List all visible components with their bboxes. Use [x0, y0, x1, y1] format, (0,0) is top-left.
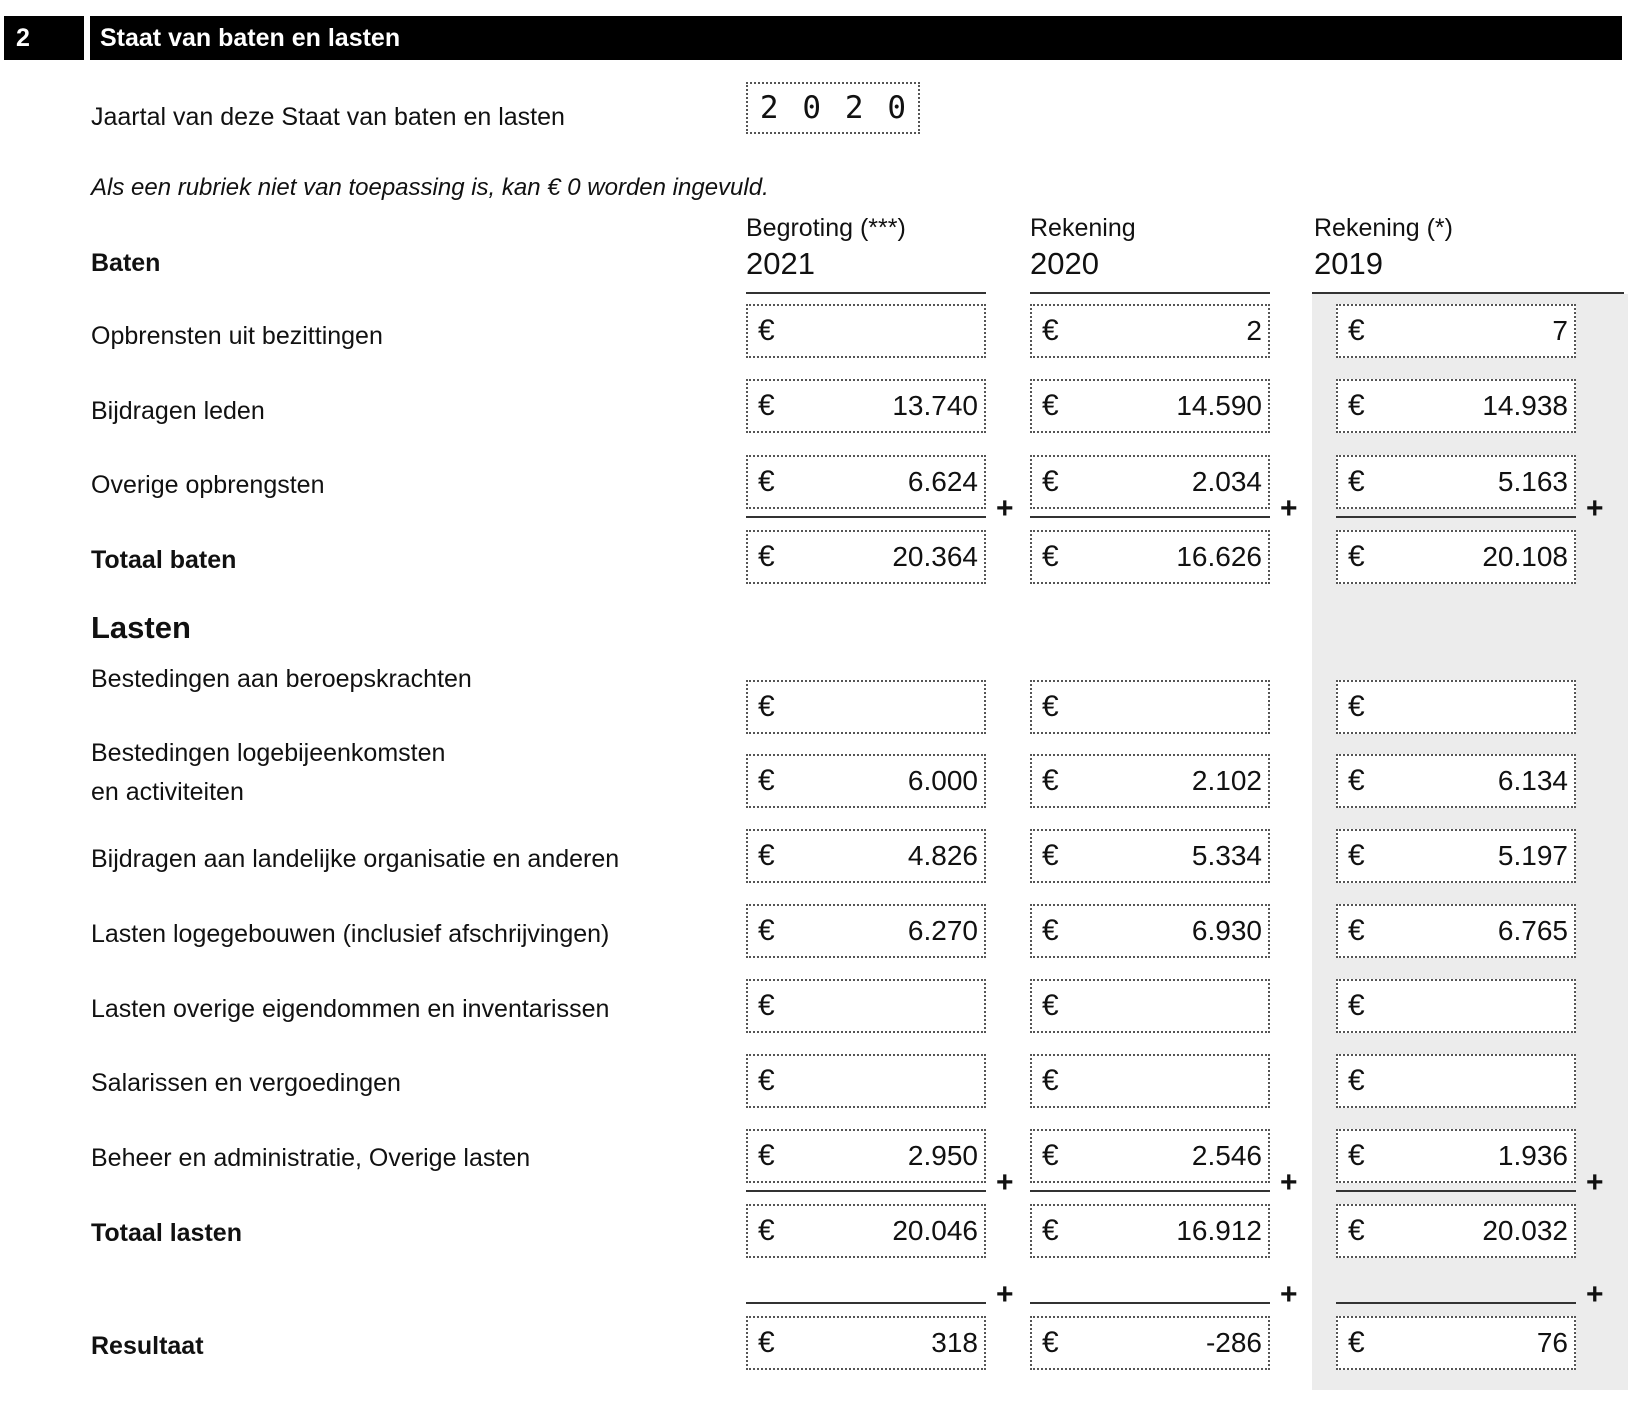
amount-value: 20.046 — [892, 1215, 978, 1246]
amount-input[interactable] — [1030, 1129, 1270, 1183]
amount-value: 2.950 — [907, 1140, 978, 1171]
amount-value: 5.163 — [1497, 466, 1568, 497]
amount-input[interactable] — [746, 379, 986, 433]
amount-value: 20.364 — [892, 541, 978, 572]
euro-sign: € — [1042, 989, 1059, 1022]
sum-rule — [1336, 1190, 1576, 1192]
plus-sign: + — [1586, 492, 1604, 525]
euro-sign: € — [1042, 1064, 1059, 1097]
amount-input[interactable] — [746, 680, 986, 734]
amount-input[interactable] — [1336, 829, 1576, 883]
euro-sign: € — [758, 764, 775, 797]
total-label: Totaal baten — [91, 546, 237, 574]
year-digit: 2 — [759, 90, 779, 126]
plus-sign: + — [1586, 1166, 1604, 1199]
euro-sign: € — [1348, 389, 1365, 422]
euro-sign: € — [1042, 914, 1059, 947]
euro-sign: € — [1042, 1326, 1059, 1359]
amount-input[interactable] — [746, 829, 986, 883]
year-digit: 0 — [802, 90, 822, 126]
amount-value: 2.102 — [1191, 765, 1262, 796]
amount-value: 6.765 — [1497, 915, 1568, 946]
amount-input[interactable] — [1030, 1316, 1270, 1370]
plus-sign: + — [996, 1278, 1014, 1311]
plus-sign: + — [1280, 492, 1298, 525]
amount-input[interactable] — [1336, 1204, 1576, 1258]
sum-rule — [1336, 1302, 1576, 1304]
sum-rule — [746, 1190, 986, 1192]
column-rule — [1030, 292, 1270, 294]
plus-sign: + — [1280, 1166, 1298, 1199]
euro-sign: € — [758, 389, 775, 422]
euro-sign: € — [1042, 465, 1059, 498]
amount-value: 14.938 — [1482, 390, 1568, 421]
euro-sign: € — [1042, 764, 1059, 797]
amount-input[interactable] — [1030, 1054, 1270, 1108]
amount-input[interactable] — [1030, 904, 1270, 958]
amount-value: 6.624 — [907, 466, 978, 497]
euro-sign: € — [1348, 1326, 1365, 1359]
column-rule — [1312, 292, 1624, 294]
amount-value: 20.108 — [1482, 541, 1568, 572]
euro-sign: € — [1042, 1139, 1059, 1172]
euro-sign: € — [758, 1326, 775, 1359]
euro-sign: € — [1348, 764, 1365, 797]
euro-sign: € — [1348, 690, 1365, 723]
column-title-rekening: Rekening — [1030, 214, 1136, 242]
amount-input[interactable] — [1030, 680, 1270, 734]
amount-input[interactable] — [1030, 455, 1270, 509]
amount-value: 318 — [931, 1327, 978, 1358]
euro-sign: € — [1348, 839, 1365, 872]
row-label: Lasten logegebouwen (inclusief afschrijvingen) — [91, 920, 610, 948]
euro-sign: € — [758, 540, 775, 573]
euro-sign: € — [1042, 690, 1059, 723]
sum-rule — [746, 1302, 986, 1304]
amount-input[interactable] — [1336, 754, 1576, 808]
amount-input[interactable] — [746, 304, 986, 358]
row-label: Beheer en administratie, Overige lasten — [91, 1144, 531, 1172]
amount-value: 6.930 — [1191, 915, 1262, 946]
amount-value: 13.740 — [892, 390, 978, 421]
amount-value: 4.826 — [907, 840, 978, 871]
section-number: 2 — [4, 16, 84, 60]
amount-input[interactable] — [1336, 979, 1576, 1033]
plus-sign: + — [1586, 1278, 1604, 1311]
euro-sign: € — [1348, 465, 1365, 498]
row-label-line1: Bestedingen logebijeenkomsten — [91, 739, 446, 767]
euro-sign: € — [758, 314, 775, 347]
euro-sign: € — [1348, 1139, 1365, 1172]
euro-sign: € — [1348, 989, 1365, 1022]
amount-input[interactable] — [1030, 304, 1270, 358]
plus-sign: + — [1280, 1278, 1298, 1311]
amount-input[interactable] — [746, 979, 986, 1033]
euro-sign: € — [1348, 314, 1365, 347]
amount-value: 20.032 — [1482, 1215, 1568, 1246]
amount-input[interactable] — [746, 1129, 986, 1183]
year-field-label: Jaartal van deze Staat van baten en lasten — [91, 103, 565, 131]
amount-input[interactable] — [1336, 455, 1576, 509]
euro-sign: € — [1042, 839, 1059, 872]
row-label: Bestedingen aan beroepskrachten — [91, 665, 472, 693]
row-label: Bijdragen aan landelijke organisatie en anderen — [91, 845, 620, 873]
column-year-begroting: 2021 — [746, 246, 815, 281]
section-title: Staat van baten en lasten — [90, 16, 1622, 60]
amount-value: 2 — [1246, 315, 1262, 346]
amount-input[interactable] — [1030, 979, 1270, 1033]
amount-input[interactable] — [1336, 379, 1576, 433]
year-digit: 2 — [844, 90, 864, 126]
amount-value: 2.546 — [1191, 1140, 1262, 1171]
amount-input[interactable] — [746, 1316, 986, 1370]
euro-sign: € — [1348, 1214, 1365, 1247]
euro-sign: € — [1348, 1064, 1365, 1097]
euro-sign: € — [1042, 1214, 1059, 1247]
amount-input[interactable] — [746, 1204, 986, 1258]
column-rule — [746, 292, 986, 294]
sum-rule — [1030, 1302, 1270, 1304]
row-label: Overige opbrengsten — [91, 471, 325, 499]
row-label: Lasten overige eigendommen en inventarissen — [91, 995, 610, 1023]
year-digit: 0 — [887, 90, 907, 126]
year-input[interactable] — [746, 82, 920, 134]
plus-sign: + — [996, 492, 1014, 525]
amount-value: 5.334 — [1191, 840, 1262, 871]
sum-rule — [1336, 516, 1576, 518]
euro-sign: € — [758, 989, 775, 1022]
euro-sign: € — [1042, 389, 1059, 422]
amount-input[interactable] — [1030, 829, 1270, 883]
amount-value: -286 — [1205, 1327, 1262, 1358]
sum-rule — [746, 516, 986, 518]
plus-sign: + — [996, 1166, 1014, 1199]
euro-sign: € — [758, 839, 775, 872]
amount-input[interactable] — [1030, 530, 1270, 584]
instruction-note: Als een rubriek niet van toepassing is, kan € 0 worden ingevuld. — [91, 174, 769, 201]
amount-value: 1.936 — [1497, 1140, 1568, 1171]
amount-input[interactable] — [746, 530, 986, 584]
amount-input[interactable] — [1336, 1316, 1576, 1370]
sum-rule — [1030, 516, 1270, 518]
amount-input[interactable] — [746, 1054, 986, 1108]
column-year-rekening-prior: 2019 — [1314, 246, 1383, 281]
amount-value: 6.000 — [907, 765, 978, 796]
amount-input[interactable] — [1336, 1054, 1576, 1108]
euro-sign: € — [758, 1139, 775, 1172]
amount-input[interactable] — [1030, 754, 1270, 808]
amount-input[interactable] — [746, 904, 986, 958]
euro-sign: € — [758, 690, 775, 723]
amount-input[interactable] — [1030, 1204, 1270, 1258]
euro-sign: € — [758, 1214, 775, 1247]
amount-input[interactable] — [1336, 680, 1576, 734]
amount-input[interactable] — [746, 754, 986, 808]
amount-value: 16.912 — [1176, 1215, 1262, 1246]
baten-heading: Baten — [91, 249, 161, 277]
amount-input[interactable] — [1336, 530, 1576, 584]
amount-value: 6.134 — [1497, 765, 1568, 796]
lasten-heading: Lasten — [91, 610, 191, 645]
row-label: Bijdragen leden — [91, 397, 265, 425]
amount-input[interactable] — [746, 455, 986, 509]
euro-sign: € — [1042, 314, 1059, 347]
amount-value: 5.197 — [1497, 840, 1568, 871]
resultaat-label: Resultaat — [91, 1332, 204, 1360]
row-label: Opbrensten uit bezittingen — [91, 322, 383, 350]
amount-input[interactable] — [1336, 1129, 1576, 1183]
euro-sign: € — [758, 1064, 775, 1097]
amount-input[interactable] — [1030, 379, 1270, 433]
amount-value: 76 — [1536, 1327, 1568, 1358]
column-title-rekening-prior: Rekening (*) — [1314, 214, 1453, 242]
amount-value: 2.034 — [1191, 466, 1262, 497]
euro-sign: € — [758, 465, 775, 498]
euro-sign: € — [758, 914, 775, 947]
row-label-line2: en activiteiten — [91, 778, 244, 806]
amount-value: 7 — [1552, 315, 1568, 346]
column-title-begroting: Begroting (***) — [746, 214, 906, 242]
amount-input[interactable] — [1336, 904, 1576, 958]
amount-value: 16.626 — [1176, 541, 1262, 572]
euro-sign: € — [1042, 540, 1059, 573]
amount-value: 6.270 — [907, 915, 978, 946]
amount-value: 14.590 — [1176, 390, 1262, 421]
total-label: Totaal lasten — [91, 1219, 242, 1247]
column-year-rekening: 2020 — [1030, 246, 1099, 281]
euro-sign: € — [1348, 914, 1365, 947]
sum-rule — [1030, 1190, 1270, 1192]
euro-sign: € — [1348, 540, 1365, 573]
row-label: Salarissen en vergoedingen — [91, 1069, 401, 1097]
amount-input[interactable] — [1336, 304, 1576, 358]
